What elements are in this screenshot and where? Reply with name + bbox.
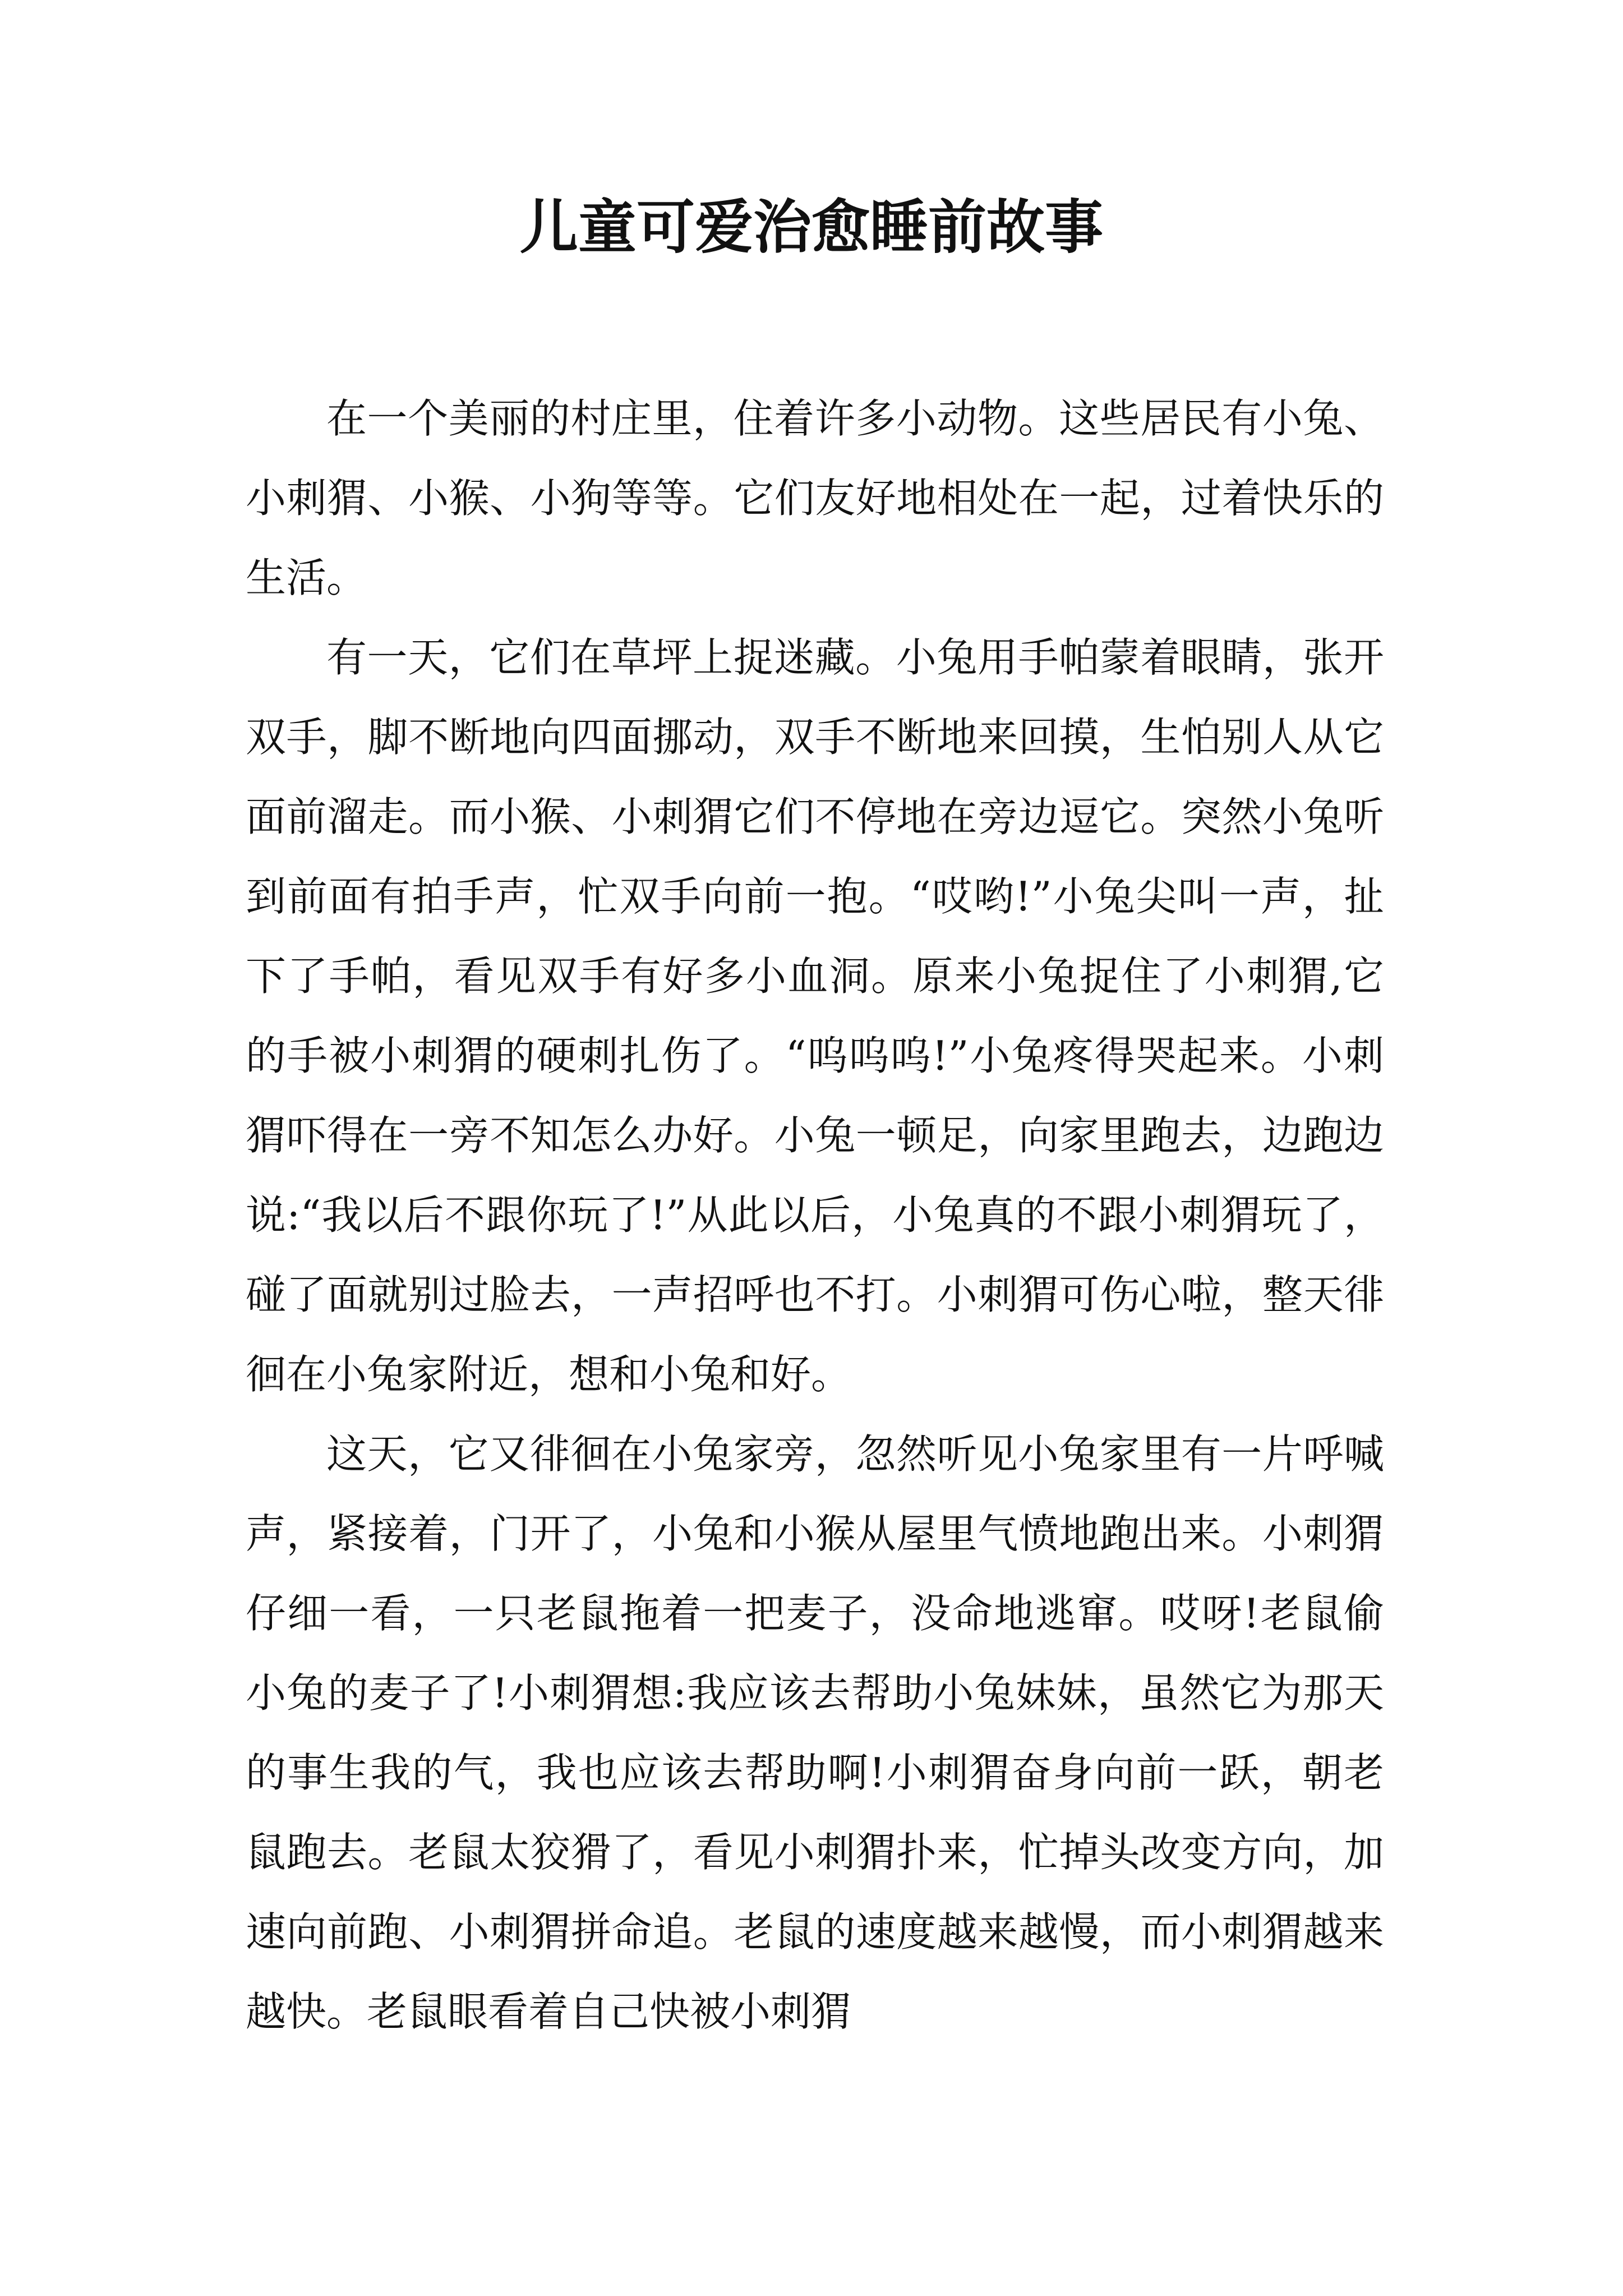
document-body [246, 379, 1384, 2051]
paragraph-1: 在一个美丽的村庄里，住着许多小动物。这些居民有小兔、小刺猬、小猴、小狗等等。它们友好地相处在一起，过着快乐的生活。 [246, 395, 1384, 601]
document-title: 儿童可爱治愈睡前故事 [519, 193, 1103, 261]
paragraph-2: 有一天，它们在草坪上捉迷藏。小兔用手帕蒙着眼睛，张开双手，脚不断地向四面挪动，双手不断地来回摸，生怕别人从它面前溜走。而小猴、小刺猬它们不停地在旁边逗它。突然小兔听到前面有拍手声，忙双手向前一抱。“哎哟!”小兔尖叫一声，扯下了手帕，看见双手有好多小血洞。原来小兔捉住了小刺猬,它的手被小刺猬的硬刺扎伤了。“呜呜呜!”小兔疼得哭起来。小刺猬吓得在一旁不知怎么办好。小兔一顿足，向家里跑去，边跑边说:“我以后不跟你玩了!”从此以后，小兔真的不跟小刺猬玩了，碰了面就别过脸去，一声招呼也不打。小刺猬可伤心啦，整天徘徊在小兔家附近，想和小兔和好。 [246, 634, 1384, 1398]
paragraph-3: 这天，它又徘徊在小兔家旁，忽然听见小兔家里有一片呼喊声，紧接着，门开了，小兔和小猴从屋里气愤地跑出来。小刺猬仔细一看，一只老鼠拖着一把麦子，没命地逃窜。哎呀!老鼠偷小兔的麦子了!小刺猬想:我应该去帮助小兔妹妹，虽然它为那天的事生我的气，我也应该去帮助啊!小刺猬奋身向前一跃，朝老鼠跑去。老鼠太狡猾了，看见小刺猬扑来，忙掉头改变方向，加速向前跑、小刺猬拼命追。老鼠的速度越来越慢，而小刺猬越来越快。老鼠眼看着自己快被小刺猬 [246, 1430, 1384, 2035]
